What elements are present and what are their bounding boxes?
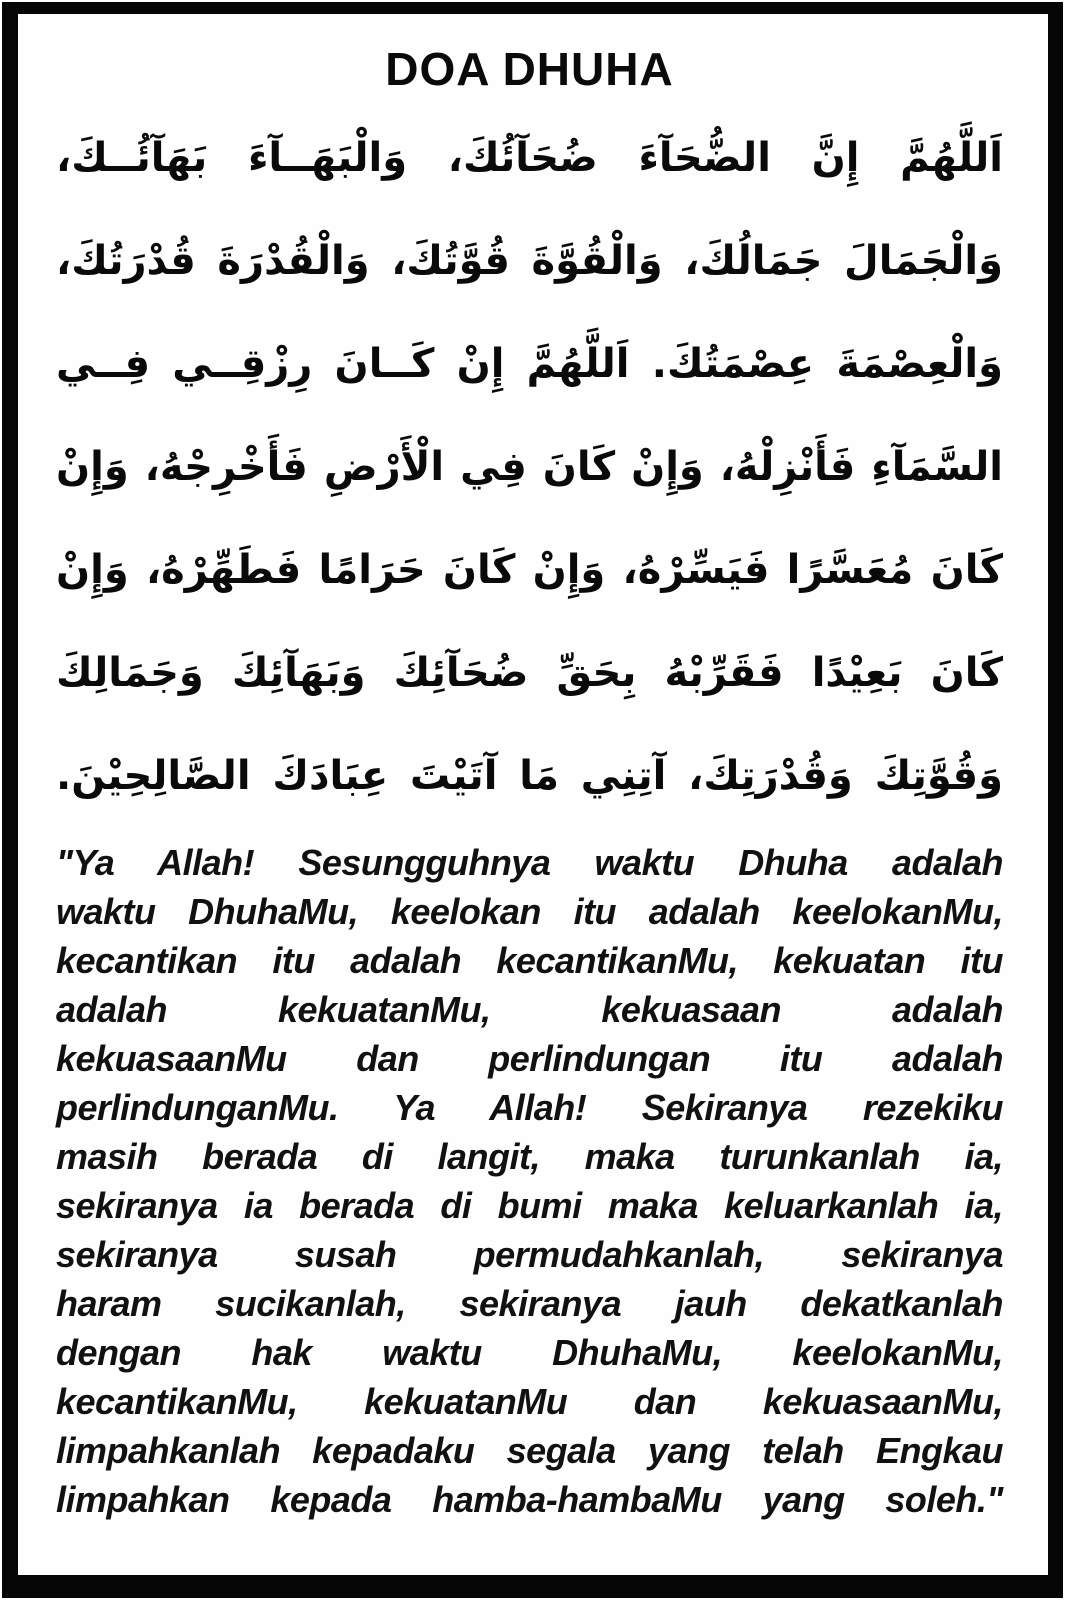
arabic-line-4: السَّمَآءِ فَأَنْزِلْهُ، وَإِنْ كَانَ فِي الْأَرْضِ فَأَخْرِجْهُ، وَإِنْ — [56, 443, 1003, 490]
translation-line-1: "Ya Allah! Sesungguhnya waktu Dhuha adalah — [56, 841, 1003, 883]
arabic-line-1: اَللَّهُمَّ إِنَّ الضُّحَآءَ ضُحَآئُكَ، وَالْبَهَــآءَ بَهَآئُــكَ، — [56, 134, 1003, 181]
arabic-prayer-text — [56, 107, 1003, 828]
translation-line-3: kecantikan itu adalah kecantikanMu, kekuatan itu — [56, 939, 1003, 981]
translation-line-5: kekuasaanMu dan perlindungan itu adalah — [56, 1037, 1003, 1079]
translation-line-11: dengan hak waktu DhuhaMu, keelokanMu, — [56, 1331, 1003, 1373]
translation-line-9: sekiranya susah permudahkanlah, sekiranya — [56, 1233, 1003, 1275]
page-title: DOA DHUHA — [385, 43, 674, 95]
black-border-frame — [2, 2, 1063, 1598]
translation-line-2: waktu DhuhaMu, keelokan itu adalah keelokanMu, — [56, 890, 1003, 932]
arabic-line-5: كَانَ مُعَسَّرًا فَيَسِّرْهُ، وَإِنْ كَانَ حَرَامًا فَطَهِّرْهُ، وَإِنْ — [56, 546, 1003, 593]
translation-line-14: limpahkan kepada hamba-hambaMu yang soleh." — [56, 1478, 1003, 1520]
translation-line-6: perlindunganMu. Ya Allah! Sekiranya rezekiku — [56, 1086, 1003, 1128]
arabic-line-6: كَانَ بَعِيْدًا فَقَرِّبْهُ بِحَقِّ ضُحَآئِكَ وَبَهَآئِكَ وَجَمَالِكَ — [56, 649, 1003, 696]
translation-line-10: haram sucikanlah, sekiranya jauh dekatkanlah — [56, 1282, 1003, 1324]
arabic-line-2: وَالْجَمَالَ جَمَالُكَ، وَالْقُوَّةَ قُوَّتُكَ، وَالْقُدْرَةَ قُدْرَتُكَ، — [56, 237, 1003, 284]
translation-line-12: kecantikanMu, kekuatanMu dan kekuasaanMu, — [56, 1380, 1003, 1422]
translation-line-4: adalah kekuatanMu, kekuasaan adalah — [56, 988, 1003, 1030]
translation-line-13: limpahkanlah kepadaku segala yang telah Engkau — [56, 1429, 1003, 1471]
arabic-line-3: وَالْعِصْمَةَ عِصْمَتُكَ. اَللَّهُمَّ إِنْ كَــانَ رِزْقِــي فِــي — [56, 340, 1003, 387]
arabic-line-7: وَقُوَّتِكَ وَقُدْرَتِكَ، آتِنِي مَا آتَيْتَ عِبَادَكَ الصَّالِحِيْنَ. — [56, 752, 1003, 799]
translation-line-8: sekiranya ia berada di bumi maka keluarkanlah ia, — [56, 1184, 1003, 1226]
translation-line-7: masih berada di langit, maka turunkanlah ia, — [56, 1135, 1003, 1177]
indonesian-translation — [56, 838, 1003, 1524]
prayer-card-page — [18, 14, 1048, 1575]
